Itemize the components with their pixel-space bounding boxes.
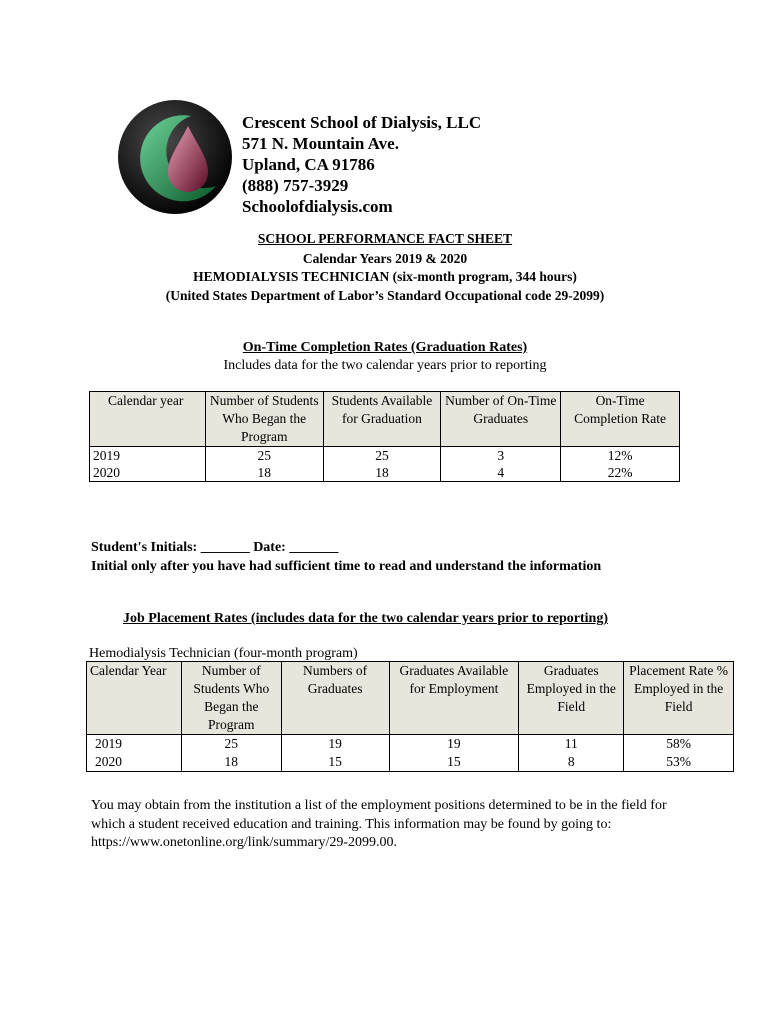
table-cell: 2019: [90, 447, 206, 465]
table-cell: 15: [389, 753, 519, 772]
column-header: Number of On-Time Graduates: [441, 392, 561, 447]
column-header: Calendar Year: [87, 662, 182, 735]
placement-subtitle: Hemodialysis Technician (four-month program): [89, 646, 358, 661]
table-cell: 53%: [624, 753, 734, 772]
table-cell: 19: [281, 735, 389, 754]
program-name: HEMODIALYSIS TECHNICIAN (six-month program, 344 hours): [193, 269, 577, 284]
table-cell: 4: [441, 464, 561, 482]
table-cell: 18: [205, 464, 323, 482]
table-cell: 18: [181, 753, 281, 772]
table-cell: 2019: [87, 735, 182, 754]
fact-sheet-title: SCHOOL PERFORMANCE FACT SHEET: [257, 231, 513, 246]
column-header: Numbers of Graduates: [281, 662, 389, 735]
table-cell: 25: [181, 735, 281, 754]
occupational-code: (United States Department of Labor’s Standard Occupational code 29-2099): [165, 288, 605, 303]
completion-subtitle: Includes data for the two calendar years prior to reporting: [223, 358, 547, 373]
school-name: Crescent School of Dialysis, LLC: [242, 113, 482, 132]
table-row: [87, 753, 734, 772]
initials-line: Student's Initials: _______ Date: _______: [91, 540, 339, 555]
placement-title: Job Placement Rates (includes data for the two calendar years prior to reporting): [123, 611, 609, 626]
table-row: [90, 464, 680, 482]
column-header: Students Available for Graduation: [323, 392, 441, 447]
street-address: 571 N. Mountain Ave.: [242, 134, 399, 153]
table-header-row: [87, 662, 734, 735]
column-header: Number of Students Who Began the Program: [181, 662, 281, 735]
table-header-row: [90, 392, 680, 447]
completion-table: [89, 391, 680, 482]
calendar-years: Calendar Years 2019 & 2020: [302, 251, 468, 266]
website: Schoolofdialysis.com: [242, 197, 393, 216]
phone-number: (888) 757-3929: [242, 176, 349, 195]
school-address: [242, 112, 481, 217]
city-state-zip: Upland, CA 91786: [242, 155, 375, 174]
table-cell: 25: [205, 447, 323, 465]
table-row: [90, 447, 680, 465]
initials-block: [91, 538, 601, 576]
placement-table: [86, 661, 734, 772]
table-cell: 3: [441, 447, 561, 465]
table-cell: 2020: [87, 753, 182, 772]
column-header: Calendar year: [90, 392, 206, 447]
table-row: [87, 735, 734, 754]
table-cell: 2020: [90, 464, 206, 482]
column-header: Graduates Employed in the Field: [519, 662, 624, 735]
table-cell: 15: [281, 753, 389, 772]
table-cell: 12%: [561, 447, 680, 465]
completion-title: On-Time Completion Rates (Graduation Rates): [242, 340, 528, 355]
table-cell: 18: [323, 464, 441, 482]
column-header: Graduates Available for Employment: [389, 662, 519, 735]
school-logo: [116, 98, 234, 216]
table-cell: 11: [519, 735, 624, 754]
initials-instruction: Initial only after you have had sufficient time to read and understand the information: [91, 559, 602, 574]
table-cell: 58%: [624, 735, 734, 754]
table-cell: 19: [389, 735, 519, 754]
column-header: Placement Rate % Employed in the Field: [624, 662, 734, 735]
table-cell: 8: [519, 753, 624, 772]
column-header: On-Time Completion Rate: [561, 392, 680, 447]
table-cell: 22%: [561, 464, 680, 482]
footer-paragraph: You may obtain from the institution a list of the employment positions determined to be in the field for which a student received education and training. This information may be found by going to: https://www.onetonline.org/link/summary/29-2099.00.: [91, 798, 667, 850]
column-header: Number of Students Who Began the Program: [205, 392, 323, 447]
table-cell: 25: [323, 447, 441, 465]
